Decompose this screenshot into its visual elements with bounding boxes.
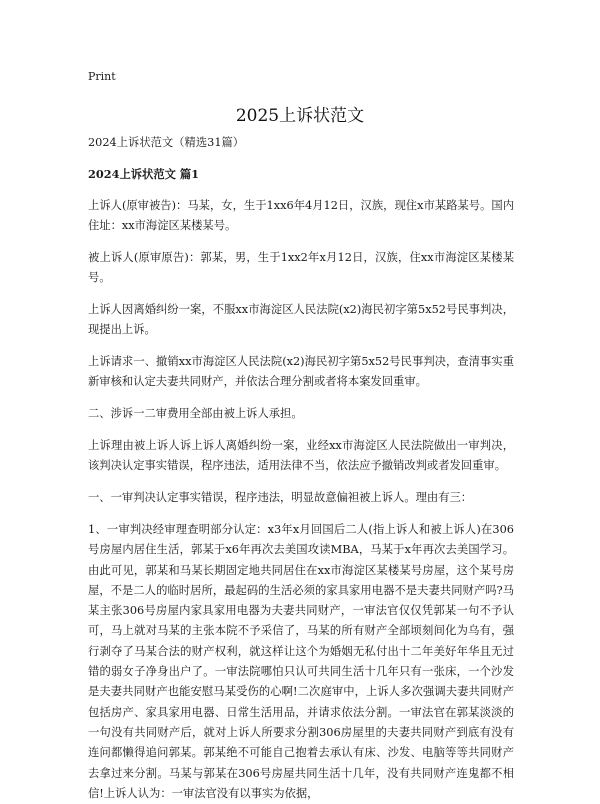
- paragraph-reason-one: 一、一审判决认定事实错误，程序违法，明显故意偏袒被上诉人。理由有三：: [88, 491, 473, 504]
- print-link[interactable]: Print: [88, 70, 116, 83]
- paragraph-appellee: 被上诉人(原审原告)：郭某，男，生于1xx2年x月12日，汉族，住xx市海淀区某楼某号。: [88, 251, 514, 284]
- paragraph-reason-detail: 1、一审判决经审理查明部分认定：x3年x月回国后二人(指上诉人和被上诉人)在306号房屋内居住生活，郭某于x6年再次去美国攻读MBA，马某于x年再次去美国学习。由此可见，郭某和马某长期固定地共同居住在xx市海淀区某楼某号房屋，这个某号房屋，不是二人的临时居所，最起码的生活必须的家具家用电器不是夫妻共同财产吗?马某主张306号房屋内家具家用电器为夫妻共同财产，一审法官仅仅凭郭某一句不予认可，马上就对马某的主张本院不予采信了，马某的所有财产全部顷刻间化为乌有，强行剥夺了马某合法的财产权利，就这样让这个为婚姻无私付出十二年美好年华且无过错的弱女子净身出户了。一审法院哪怕只认可共同生活十几年只有一张床，一个沙发是夫妻共同财产也能安慰马某受伤的心啊!二次庭审中，上诉人多次强调夫妻共同财产包括房产、家具家用电器、日常生活用品，并请求依法分割。一审法官在郭某淡淡的一句没有共同财产后，就对上诉人所要求分割306房屋里的夫妻共同财产到底有没有连问都懒得追问郭某。郭某绝不可能自己抱着去承认有床、沙发、电脑等等共同财产去拿过来分割。马某与郭某在306号房屋共同生活十几年，没有共同财产连鬼都不相信!上诉人认为：一审法官没有以事实为依据，: [88, 523, 514, 800]
- paragraph-appellant: 上诉人(原审被告)：马某，女，生于1xx6年4月12日，汉族，现住x市某路某号。国内住址：xx市海淀区某楼某号。: [88, 199, 514, 232]
- paragraph-request-one: 上诉请求一、撤销xx市海淀区人民法院(x2)海民初字第5x52号民事判决，查清事实重新审核和认定夫妻共同财产，并依法合理分割或者将本案发回重审。: [88, 355, 514, 388]
- document-subtitle: 2024上诉状范文（精选31篇）: [88, 136, 245, 149]
- section-heading: 2024上诉状范文 篇1: [88, 167, 200, 181]
- document-body: [88, 133, 514, 804]
- document-title: 2025上诉状范文: [235, 106, 365, 126]
- paragraph-appeal-intro: 上诉人因离婚纠纷一案，不服xx市海淀区人民法院(x2)海民初字第5x52号民事判决，现提出上诉。: [88, 303, 514, 336]
- paragraph-request-two: 二、涉诉一二审费用全部由被上诉人承担。: [88, 407, 303, 420]
- paragraph-reason-intro: 上诉理由被上诉人诉上诉人离婚纠纷一案，业经xx市海淀区人民法院做出一审判决，该判决认定事实错误，程序违法，适用法律不当，依法应予撤销改判或者发回重审。: [88, 439, 514, 472]
